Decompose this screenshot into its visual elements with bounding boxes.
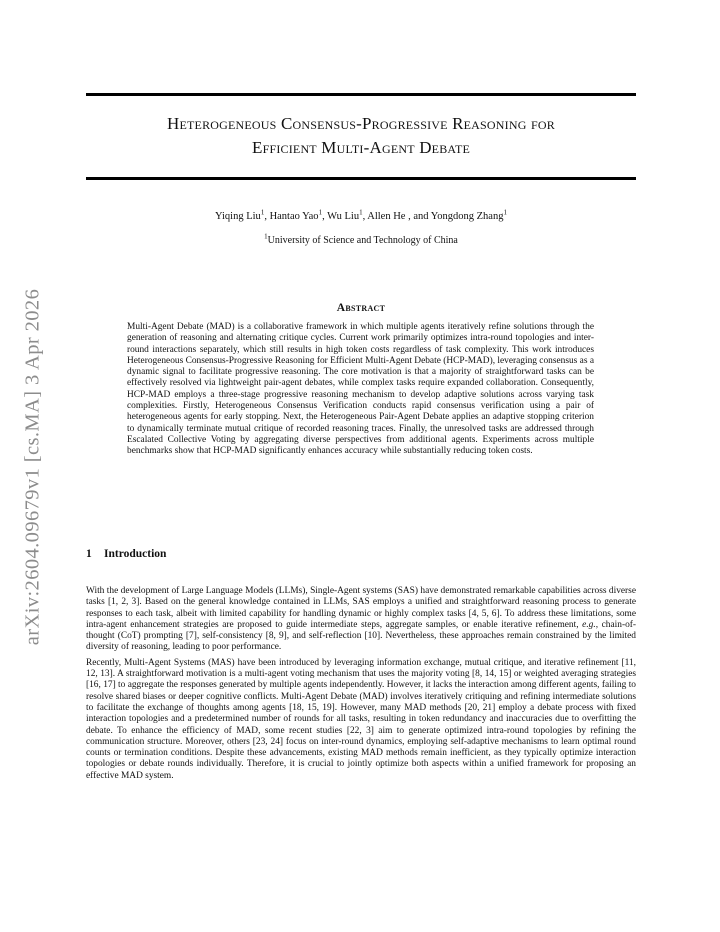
abstract-text: Multi-Agent Debate (MAD) is a collaborative framework in which multiple agents iteratively refine solutions through the generation of reasoning and alternating critique cycles. Current work primarily optimizes intra-round topologies and inter-round interactions separately, which still results in high token costs regardless of task complexity. This work introduces Heterogeneous Consensus-Progressive Reasoning for Efficient Multi-Agent Debate (HCP-MAD), leveraging consensus as a dynamic signal to facilitate progressive reasoning. The core motivation is that a majority of straightforward tasks can be effectively resolved via lightweight pair-agent debates, while complex tasks require expanded collaboration. Consequently, HCP-MAD employs a three-stage progressive reasoning mechanism to develop adaptive solutions across varying task complexities. Firstly, Heterogeneous Consensus Verification conducts rapid consensus verification using a pair of heterogeneous agents for early stopping. Next, the Heterogeneous Pair-Agent Debate applies an adaptive stopping criterion to dynamically terminate mutual critique of recorded reasoning traces. Finally, the unresolved tasks are addressed through Escalated Collective Voting by aggregating diverse perspectives from additional agents. Experiments across multiple benchmarks show that HCP-MAD significantly enhances accuracy while substantially reducing token costs. — [127, 322, 594, 457]
author-list: Yiqing Liu$^1$, Hantao Yao$^1$, Wu Liu$^1$, Allen He , and Yongdong Zhang$^1$ — [215, 208, 507, 222]
author: Hantao Yao$^1$ — [269, 208, 323, 222]
title-line-1: Heterogeneous Consensus-Progressive Reasoning for — [167, 114, 555, 133]
title-rule-bottom — [86, 177, 636, 180]
paragraph: With the development of Large Language Models (LLMs), Single-Agent systems (SAS) have demonstrated remarkable capabilities across diverse tasks [1, 2, 3]. Based on the general knowledge contained in LLMs, SAS employs a unified and straightforward reasoning process to generate responses to each task, albeit with limited capability for handling dynamic or highly complex tasks [4, 5, 6]. To address these limitations, some intra-agent enhancement strategies are proposed to guide intermediate steps, aggregate samples, or enable iterative refinement, e.g., chain-of-thought (CoT) prompting [7], self-consistency [8, 9], and self-reflection [10]. Nevertheless, these approaches remain constrained by the limited diversity of reasoning, leading to poor performance. — [86, 586, 636, 653]
paper-title — [86, 96, 636, 177]
author: Allen He — [367, 211, 406, 222]
arxiv-identifier-stamp — [18, 262, 48, 672]
title-block — [86, 93, 636, 180]
author: Yiqing Liu$^1$ — [215, 208, 265, 222]
section-number: 1 — [86, 548, 92, 560]
section-title: Introduction — [104, 548, 167, 560]
abstract-heading: Abstract — [336, 302, 386, 314]
author: Yongdong Zhang$^1$ — [430, 208, 507, 222]
affiliation: $^1$University of Science and Technology of China — [264, 232, 458, 246]
section-heading-introduction — [86, 548, 166, 560]
title-line-2: Efficient Multi-Agent Debate — [251, 138, 471, 157]
arxiv-identifier-text: arXiv:2604.09679v1 [cs.MA] 3 Apr 2026 — [21, 288, 44, 646]
introduction-body — [86, 586, 636, 786]
paragraph: Recently, Multi-Agent Systems (MAS) have been introduced by leveraging information exchange, mutual critique, and iterative refinement [11, 12, 13]. A straightforward motivation is a multi-agent voting mechanism that uses the majority voting [8, 14, 15] or weighted averaging strategies [16, 17] to aggregate the responses generated by multiple agents independently. However, it lacks the interaction among different agents, failing to resolve shared biases or deeper cognitive conflicts. Multi-Agent Debate (MAD) involves iteratively critiquing and refining intermediate solutions to facilitate the exchange of thoughts among agents [18, 15, 19]. However, many MAD methods [20, 21] employ a debate process with fixed interaction topologies and a predetermined number of rounds for all tasks, resulting in token redundancy and inaccuracies due to overfitting the debate. To enhance the efficiency of MAD, some recent studies [22, 3] aim to generate optimized intra-round topologies by refining the communication structure. Moreover, others [23, 24] focus on inter-round dynamics, employing self-adaptive mechanisms to learn optimal round counts or termination conditions. Despite these advancements, existing MAD methods remain inefficient, as they typically optimize interaction topologies or debate rounds individually. Therefore, it is crucial to jointly optimize both aspects within a unified framework for proposing an effective MAD system. — [86, 657, 636, 781]
author: Wu Liu$^1$ — [327, 208, 363, 222]
